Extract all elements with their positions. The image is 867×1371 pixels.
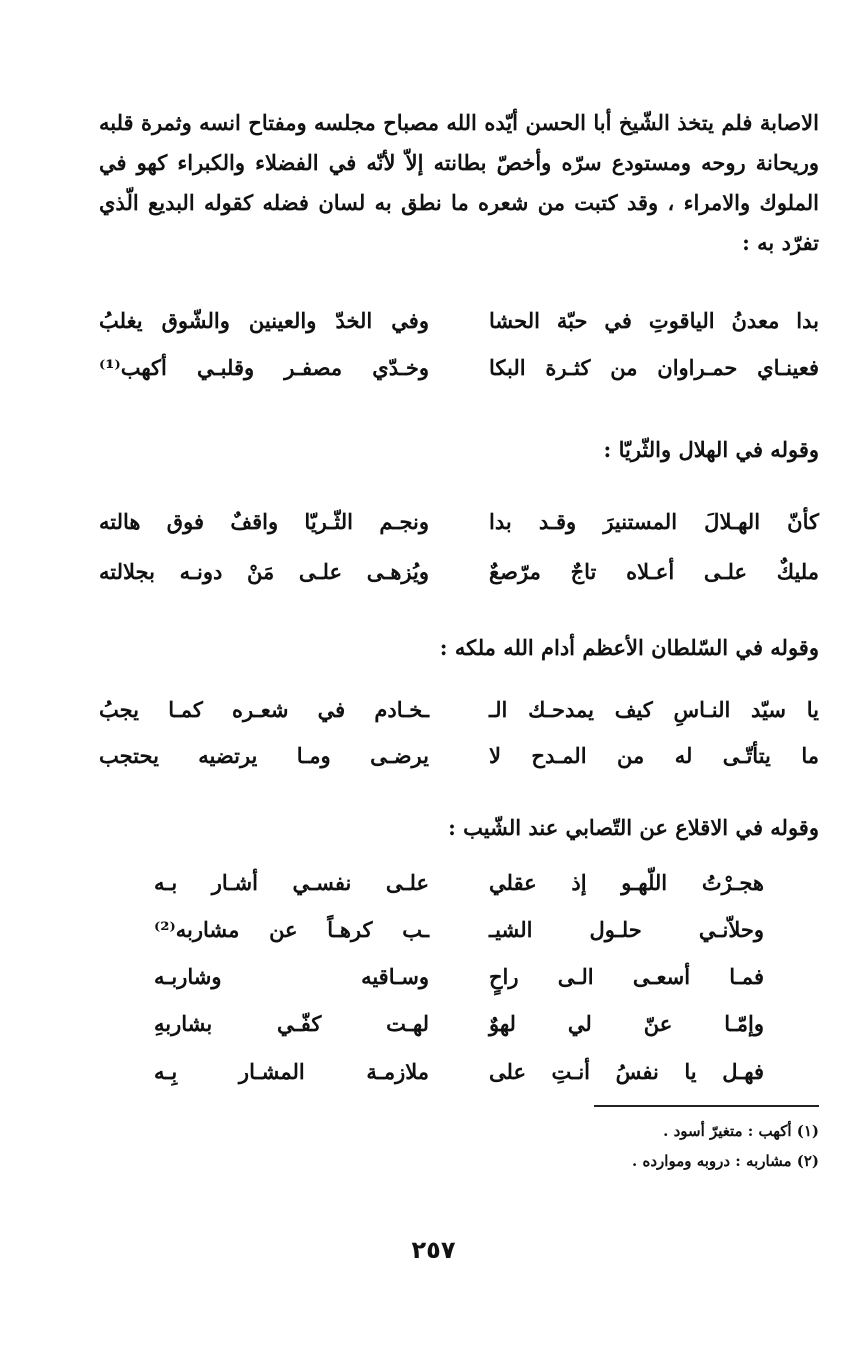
second-hemistich: ـخـادم في شعـره كمـا يجبُ — [99, 697, 429, 722]
second-hemistich: علـى نفسـي أشـار بـه — [154, 870, 429, 895]
verse-line — [99, 552, 819, 592]
first-hemistich: مليكٌ علـى أعـلاه تاجٌ مرّصعٌ — [489, 559, 819, 584]
second-hemistich: وخـدّي مصفـر وقلبـي أكهب⁽¹⁾ — [99, 355, 429, 380]
verse-line — [99, 690, 819, 730]
second-hemistich: لهـت كفّـي بشاربهِ — [154, 1011, 429, 1036]
first-hemistich: فعينـاي حمـراوان من كثـرة البكا — [489, 355, 819, 380]
verse-line — [99, 863, 819, 903]
first-hemistich: وإمّـا عنّ لي لهوٌ — [489, 1011, 764, 1036]
second-hemistich: ويُزهـى علـى مَنْ دونـه بجلالته — [99, 559, 429, 584]
footnote: (١) أكهب : متغيرّ أسود . — [663, 1122, 819, 1140]
verse-line — [99, 910, 819, 950]
second-hemistich: ونجـم الثّـريّا واقفٌ فوق هالته — [99, 509, 429, 534]
footnote-separator — [594, 1105, 819, 1107]
first-hemistich: كأنّ الهـلالَ المستنيرَ وقـد بدا — [489, 509, 819, 534]
verse-line — [99, 348, 819, 388]
section-heading: وقوله في الاقلاع عن التّصابي عند الشّيب : — [448, 815, 819, 840]
second-hemistich: وسـاقيه وشاربـه — [154, 964, 429, 989]
verse-line — [99, 1052, 819, 1092]
first-hemistich: ما يتأتّـى له من المـدح لا — [489, 743, 819, 768]
first-hemistich: فمـا أسعـى الـى راحٍ — [489, 964, 764, 989]
second-hemistich: يرضـى ومـا يرتضيه يحتجب — [99, 743, 429, 768]
verse-line — [99, 1004, 819, 1044]
first-hemistich: بدا معدنُ الياقوتِ في حبّة الحشا — [489, 308, 819, 333]
verse-line — [99, 736, 819, 776]
second-hemistich: وفي الخدّ والعينين والشّوق يغلبُ — [99, 308, 429, 333]
first-hemistich: هجـرْتُ اللّهـو إذ عقلي — [489, 870, 764, 895]
verse-line — [99, 301, 819, 341]
intro-paragraph: الاصابة فلم يتخذ الشّيخ أبا الحسن أيّده الله مصباح مجلسه ومفتاح انسه وثمرة قلبه وريحانة روحه ومستودع سرّه وأخصّ بطانته إلاّ لأنّه في الفضلاء والكبراء كهو في الملوك والامراء ، وقد كتبت من شعره ما نطق به لسان فضله كقوله البديع الّذي تفرّد به : — [99, 110, 819, 255]
verse-line — [99, 957, 819, 997]
verse-line — [99, 502, 819, 542]
second-hemistich: ـب كرهـاً عن مشاربه⁽²⁾ — [154, 917, 429, 942]
first-hemistich: وحلاّنـي حلـول الشيـ — [489, 917, 764, 942]
first-hemistich: فهـل يا نفسُ أنـتِ على — [489, 1059, 764, 1084]
footnote: (٢) مشاربه : دروبه وموارده . — [632, 1152, 819, 1170]
section-heading: وقوله في الهلال والثّريّا : — [603, 437, 819, 462]
first-hemistich: يا سيّد النـاسِ كيف يمدحـك الـ — [489, 697, 819, 722]
page-number: ٢٥٧ — [411, 1236, 456, 1264]
section-heading: وقوله في السّلطان الأعظم أدام الله ملكه : — [439, 635, 819, 660]
second-hemistich: ملازمـة المشـار بِـه — [154, 1059, 429, 1084]
